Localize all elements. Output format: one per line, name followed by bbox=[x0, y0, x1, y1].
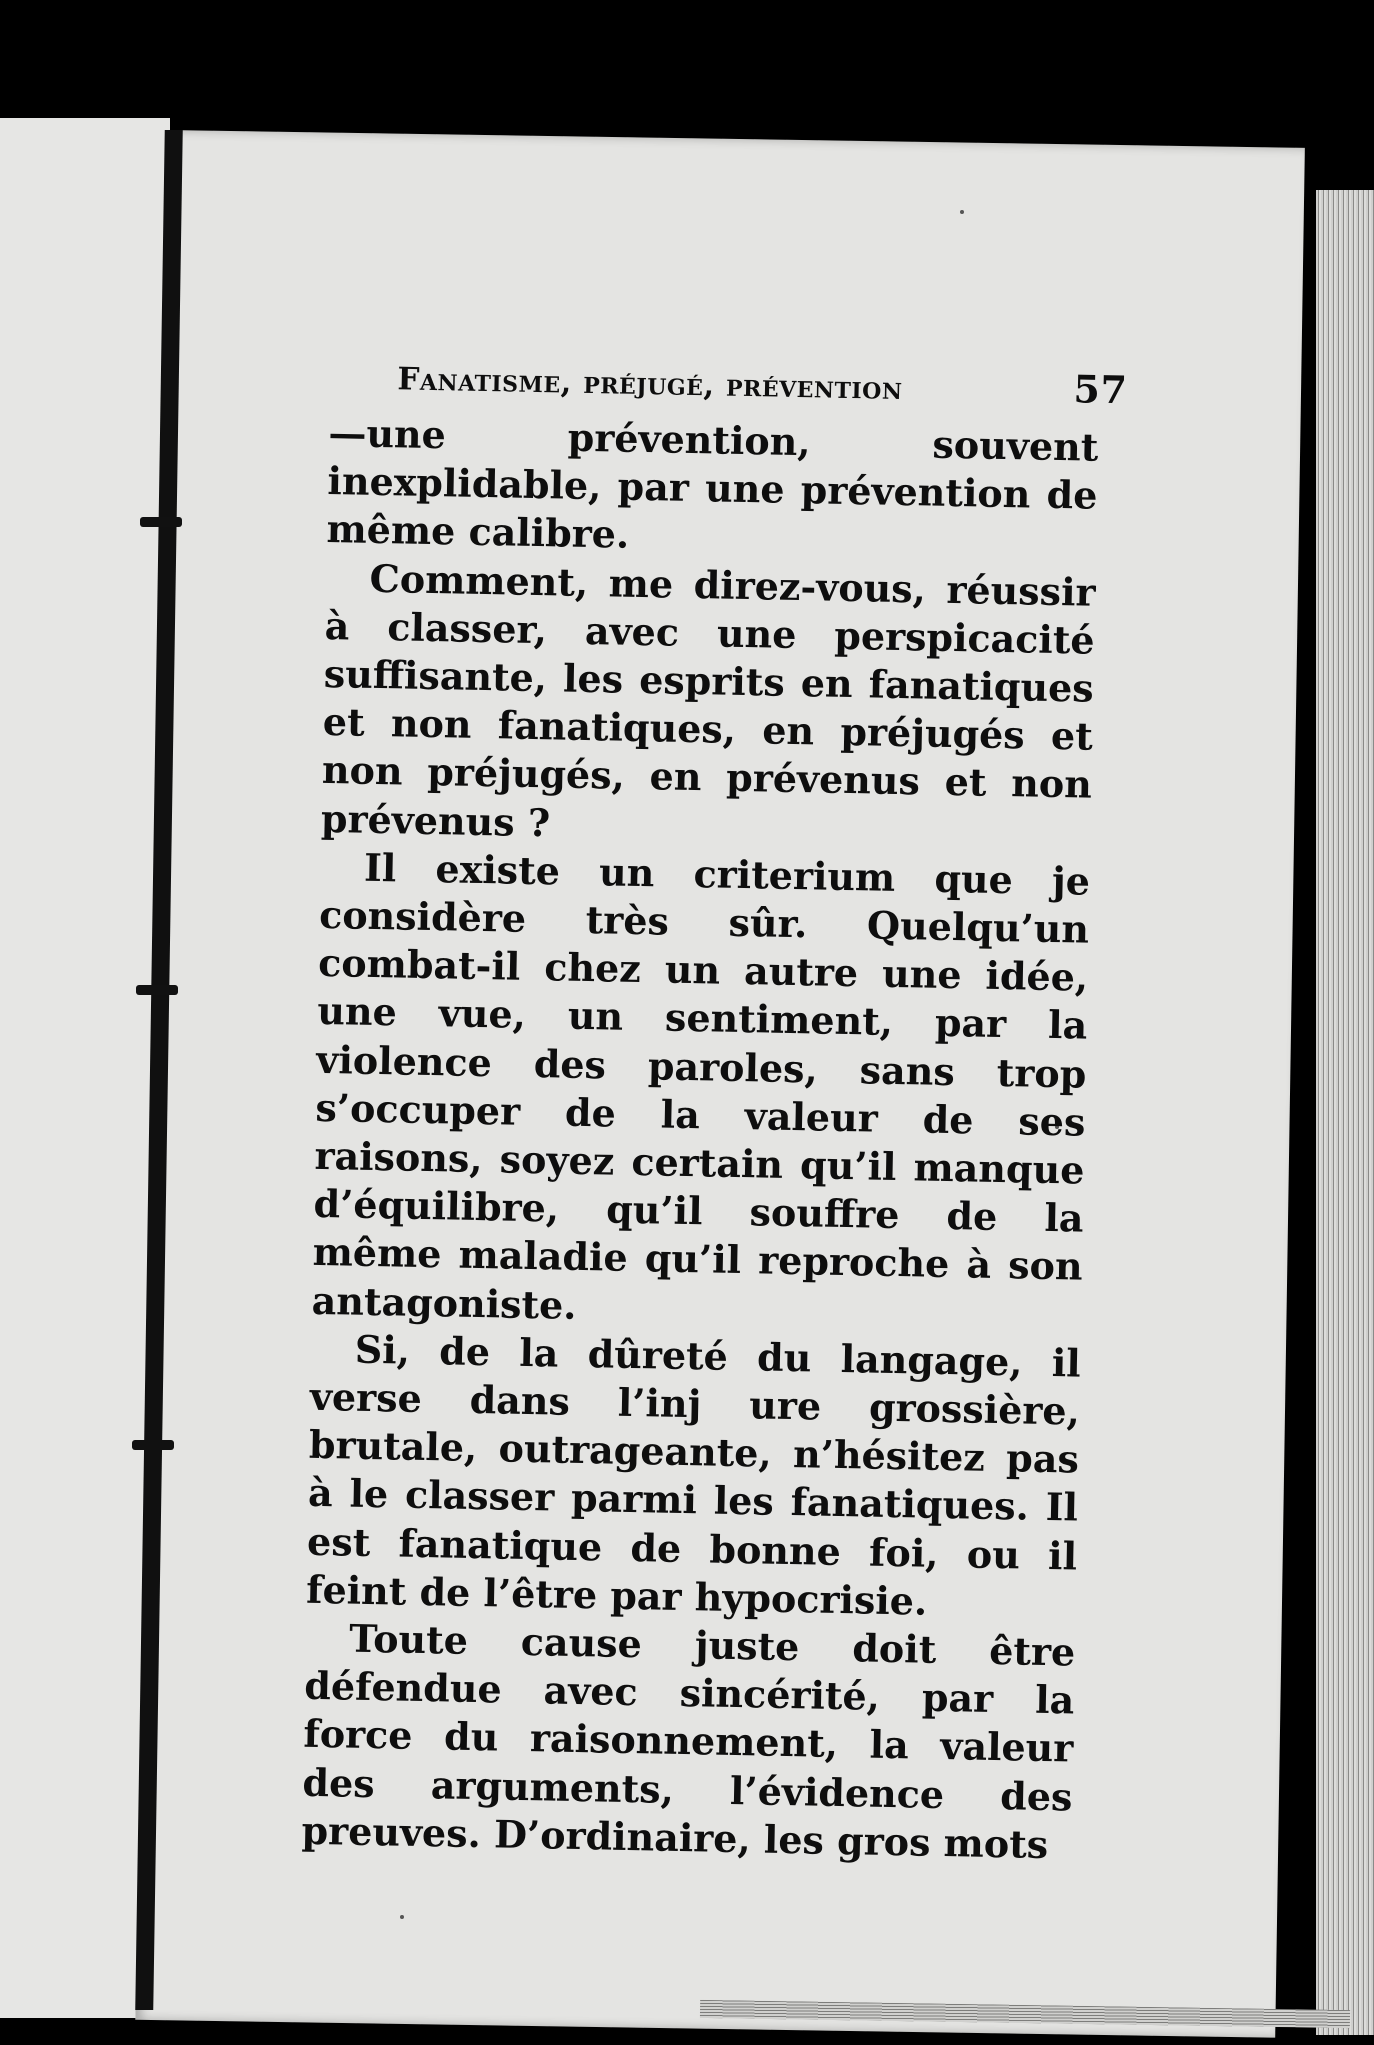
running-head-title: Fanatisme, préjugé, prévention bbox=[397, 361, 903, 407]
paragraph: Comment, me direz-vous, réussir à classer, avec une perspicacité suffisante, les esprits en fanatiques et non fanatiques, en préjugés et non préjugés, en prévenus et non prévenus ? bbox=[320, 555, 1096, 845]
paper-speck bbox=[960, 210, 964, 214]
paragraph: Il existe un criterium que je considère très sûr. Quelqu’un combat-il chez un autre une idée, une vue, un sentiment, par la violence des paroles, sans trop s’occuper de la valeur de ses raisons, soyez certain qu’il manque d’équilibre, qu’il souffre de la même maladie qu’il reproche à son antagoniste. bbox=[311, 844, 1091, 1328]
paragraph: —une prévention, souvent inexplidable, par une prévention de même calibre. bbox=[326, 409, 1099, 558]
page-block-edges bbox=[1316, 190, 1374, 2035]
binding-stitch bbox=[136, 985, 178, 995]
paragraph: Toute cause juste doit être défendue avec sincérité, par la force du raisonnement, la valeur des arguments, l’évidence des preuves. D’ordinaire, les gros mots bbox=[301, 1615, 1076, 1867]
page-text-block bbox=[301, 352, 1128, 1870]
binding-stitch bbox=[140, 517, 182, 527]
body-text bbox=[301, 409, 1099, 1870]
paragraph: Si, de la dûreté du langage, il verse dans l’inj ure grossière, brutale, outrageante, n’hésitez pas à le classer parmi les fanatiques. Il est fanatique de bonne foi, ou il feint de l’être par hypocrisie. bbox=[305, 1326, 1082, 1624]
page-number: 57 bbox=[1073, 366, 1128, 413]
paper-speck bbox=[400, 1915, 404, 1919]
binding-stitch bbox=[132, 1440, 174, 1450]
